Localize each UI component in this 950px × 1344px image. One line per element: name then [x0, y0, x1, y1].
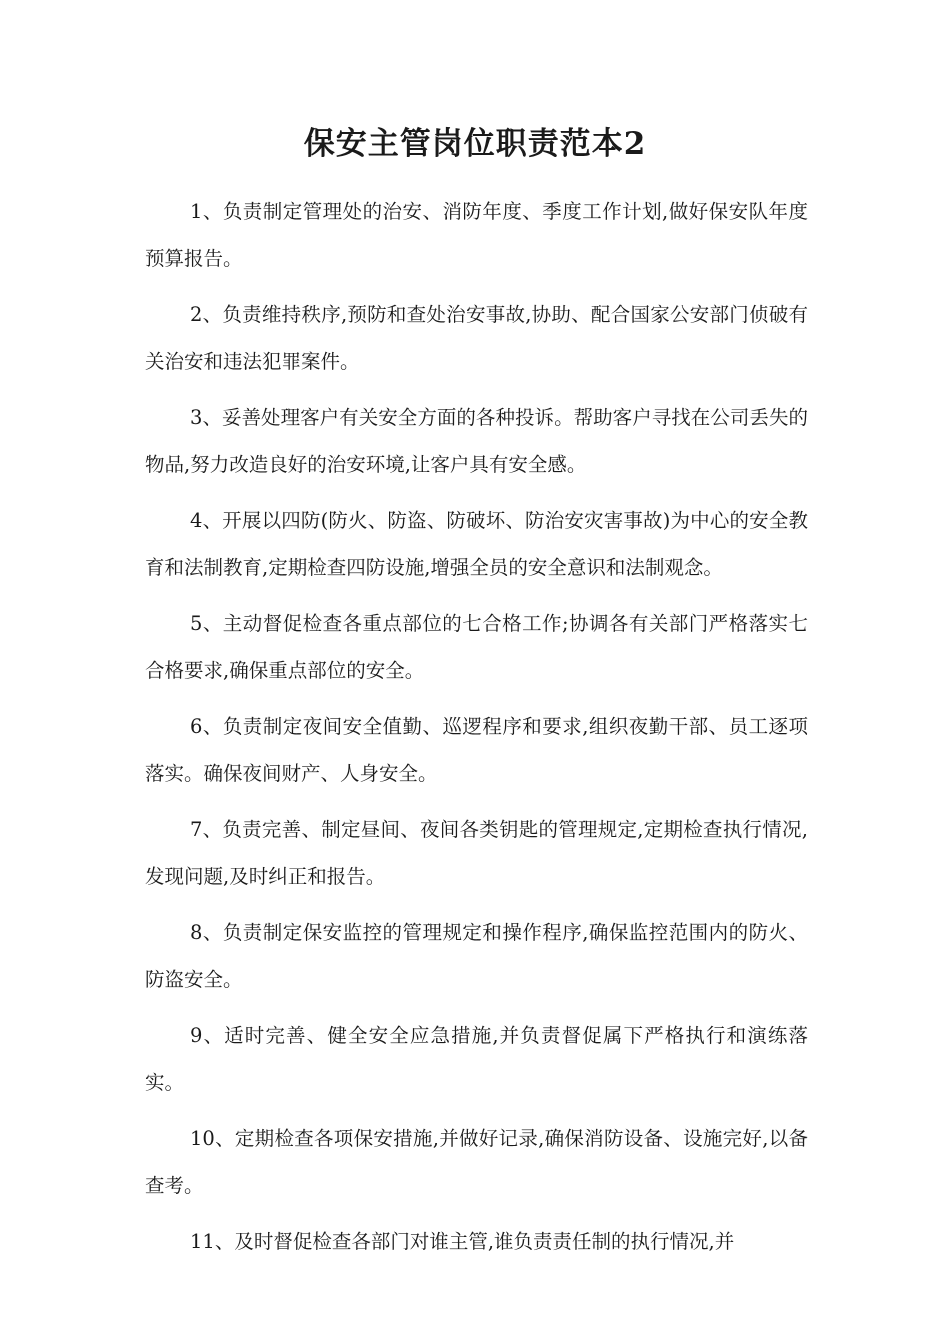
paragraph-4: 4、开展以四防(防火、防盗、防破坏、防治安灾害事故)为中心的安全教育和法制教育,定期检查四防设施,增强全员的安全意识和法制观念。 — [145, 509, 808, 579]
document-body — [145, 188, 808, 1274]
paragraph-9: 9、适时完善、健全安全应急措施,并负责督促属下严格执行和演练落实。 — [145, 1024, 808, 1094]
paragraph-2: 2、负责维持秩序,预防和查处治安事故,协助、配合国家公安部门侦破有关治安和违法犯罪案件。 — [145, 303, 808, 373]
paragraph-11: 11、及时督促检查各部门对谁主管,谁负责责任制的执行情况,并 — [190, 1230, 735, 1253]
document-title: 保安主管岗位职责范本2 — [303, 126, 647, 162]
paragraph-6: 6、负责制定夜间安全值勤、巡逻程序和要求,组织夜勤干部、员工逐项落实。确保夜间财产、人身安全。 — [145, 715, 808, 785]
paragraph-8: 8、负责制定保安监控的管理规定和操作程序,确保监控范围内的防火、防盗安全。 — [145, 921, 808, 991]
paragraph-10: 10、定期检查各项保安措施,并做好记录,确保消防设备、设施完好,以备查考。 — [145, 1127, 808, 1197]
paragraph-3: 3、妥善处理客户有关安全方面的各种投诉。帮助客户寻找在公司丢失的物品,努力改造良好的治安环境,让客户具有安全感。 — [145, 406, 808, 476]
paragraph-1: 1、负责制定管理处的治安、消防年度、季度工作计划,做好保安队年度预算报告。 — [145, 200, 808, 270]
paragraph-7: 7、负责完善、制定昼间、夜间各类钥匙的管理规定,定期检查执行情况,发现问题,及时纠正和报告。 — [145, 818, 808, 888]
paragraph-5: 5、主动督促检查各重点部位的七合格工作;协调各有关部门严格落实七合格要求,确保重点部位的安全。 — [145, 612, 808, 682]
